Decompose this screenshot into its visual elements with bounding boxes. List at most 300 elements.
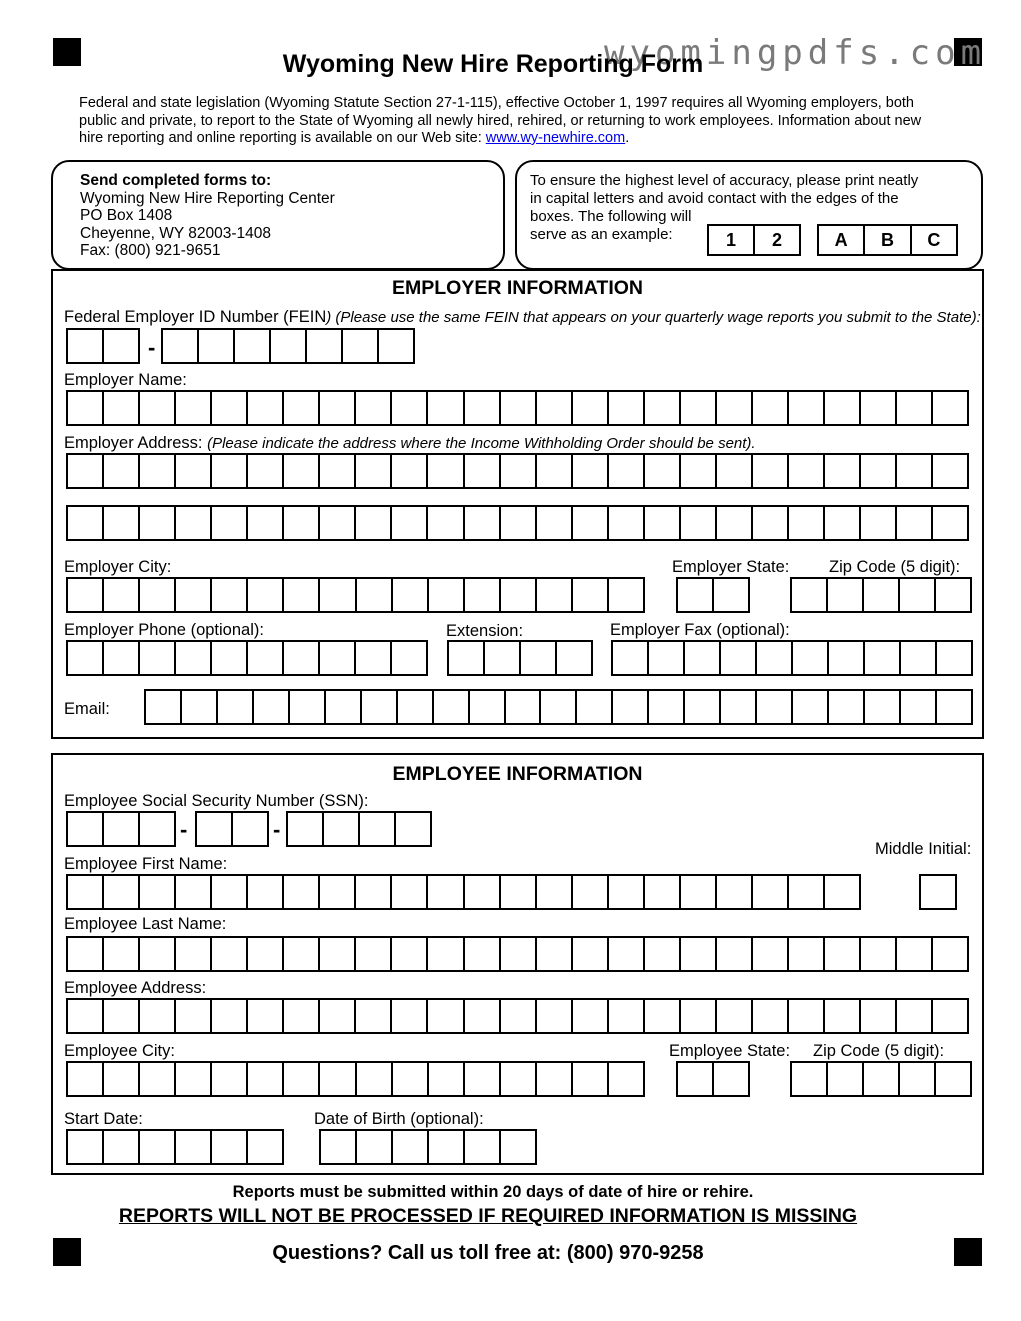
char-box[interactable] bbox=[897, 392, 933, 424]
char-box[interactable] bbox=[936, 579, 970, 611]
char-box[interactable] bbox=[609, 1063, 643, 1095]
char-box[interactable] bbox=[429, 579, 465, 611]
char-box[interactable] bbox=[609, 455, 645, 487]
char-box[interactable] bbox=[753, 455, 789, 487]
char-box[interactable] bbox=[577, 691, 613, 723]
char-box[interactable] bbox=[789, 938, 825, 970]
char-box[interactable] bbox=[248, 392, 284, 424]
fein-suffix-boxes[interactable] bbox=[161, 328, 415, 364]
char-box[interactable] bbox=[609, 579, 643, 611]
char-box[interactable] bbox=[68, 1131, 104, 1163]
char-box[interactable] bbox=[360, 813, 396, 845]
char-box[interactable] bbox=[717, 455, 753, 487]
char-box[interactable] bbox=[212, 392, 248, 424]
char-box[interactable] bbox=[176, 1063, 212, 1095]
char-box[interactable] bbox=[573, 938, 609, 970]
char-box[interactable] bbox=[717, 392, 753, 424]
char-box[interactable] bbox=[284, 938, 320, 970]
char-box[interactable] bbox=[501, 579, 537, 611]
char-box[interactable] bbox=[933, 392, 967, 424]
char-box[interactable] bbox=[557, 642, 591, 674]
char-box[interactable] bbox=[609, 1000, 645, 1032]
char-box[interactable] bbox=[199, 330, 235, 362]
employee-state-boxes[interactable] bbox=[676, 1061, 750, 1097]
char-box[interactable] bbox=[212, 507, 248, 539]
char-box[interactable] bbox=[357, 579, 393, 611]
char-box[interactable] bbox=[681, 507, 717, 539]
char-box[interactable] bbox=[140, 813, 174, 845]
employee-last-name-boxes[interactable] bbox=[66, 936, 969, 972]
char-box[interactable] bbox=[864, 579, 900, 611]
char-box[interactable] bbox=[864, 1063, 900, 1095]
char-box[interactable] bbox=[573, 455, 609, 487]
employer-name-boxes[interactable] bbox=[66, 390, 969, 426]
char-box[interactable] bbox=[356, 507, 392, 539]
char-box[interactable] bbox=[197, 813, 233, 845]
char-box[interactable] bbox=[933, 507, 967, 539]
char-box[interactable] bbox=[721, 691, 757, 723]
char-box[interactable] bbox=[757, 642, 793, 674]
char-box[interactable] bbox=[685, 691, 721, 723]
char-box[interactable] bbox=[681, 876, 717, 908]
employer-zip-boxes[interactable] bbox=[790, 577, 972, 613]
char-box[interactable] bbox=[176, 579, 212, 611]
char-box[interactable] bbox=[68, 642, 104, 674]
char-box[interactable] bbox=[861, 1000, 897, 1032]
char-box[interactable] bbox=[398, 691, 434, 723]
char-box[interactable] bbox=[573, 1000, 609, 1032]
char-box[interactable] bbox=[324, 813, 360, 845]
char-box[interactable] bbox=[897, 1000, 933, 1032]
char-box[interactable] bbox=[789, 455, 825, 487]
send-line-1: Wyoming New Hire Reporting Center bbox=[80, 189, 335, 207]
char-box[interactable] bbox=[649, 642, 685, 674]
char-box[interactable] bbox=[140, 938, 176, 970]
char-box[interactable] bbox=[645, 1000, 681, 1032]
char-box[interactable] bbox=[714, 1063, 748, 1095]
char-box[interactable] bbox=[68, 507, 104, 539]
char-box[interactable] bbox=[573, 507, 609, 539]
employer-address-boxes-line-2[interactable] bbox=[66, 505, 969, 541]
char-box[interactable] bbox=[937, 691, 971, 723]
char-box[interactable] bbox=[307, 330, 343, 362]
char-box[interactable] bbox=[933, 938, 967, 970]
char-box[interactable] bbox=[897, 455, 933, 487]
char-box[interactable] bbox=[212, 1063, 248, 1095]
char-box[interactable] bbox=[176, 1131, 212, 1163]
char-box[interactable] bbox=[284, 1063, 320, 1095]
char-box[interactable] bbox=[284, 876, 320, 908]
char-box[interactable] bbox=[645, 876, 681, 908]
char-box[interactable] bbox=[68, 330, 104, 362]
char-box[interactable] bbox=[789, 876, 825, 908]
char-box[interactable] bbox=[248, 455, 284, 487]
fein-prefix-boxes[interactable] bbox=[66, 328, 140, 364]
char-box[interactable] bbox=[321, 1131, 357, 1163]
ssn-label: Employee Social Security Number (SSN): bbox=[64, 792, 369, 810]
middle-initial-box[interactable] bbox=[919, 874, 957, 910]
char-box[interactable] bbox=[537, 876, 573, 908]
char-box[interactable] bbox=[392, 507, 428, 539]
employer-email-boxes[interactable] bbox=[144, 689, 973, 725]
char-box[interactable] bbox=[248, 1131, 282, 1163]
char-box[interactable] bbox=[465, 579, 501, 611]
char-box[interactable] bbox=[176, 392, 212, 424]
char-box[interactable] bbox=[933, 455, 967, 487]
char-box[interactable] bbox=[465, 938, 501, 970]
char-box[interactable] bbox=[829, 691, 865, 723]
char-box[interactable] bbox=[284, 1000, 320, 1032]
char-box[interactable] bbox=[789, 1000, 825, 1032]
employer-address-boxes-line-1[interactable] bbox=[66, 453, 969, 489]
char-box[interactable] bbox=[573, 392, 609, 424]
char-box[interactable] bbox=[68, 455, 104, 487]
char-box[interactable] bbox=[793, 642, 829, 674]
char-box[interactable] bbox=[645, 455, 681, 487]
char-box[interactable] bbox=[537, 392, 573, 424]
char-box[interactable] bbox=[393, 579, 429, 611]
char-box[interactable] bbox=[717, 1000, 753, 1032]
char-box[interactable] bbox=[789, 507, 825, 539]
char-box[interactable] bbox=[681, 392, 717, 424]
char-box[interactable] bbox=[901, 691, 937, 723]
char-box[interactable] bbox=[678, 579, 714, 611]
char-box[interactable] bbox=[428, 938, 464, 970]
char-box[interactable] bbox=[140, 392, 176, 424]
char-box[interactable] bbox=[829, 642, 865, 674]
char-box[interactable] bbox=[501, 392, 537, 424]
char-box[interactable] bbox=[753, 392, 789, 424]
char-box[interactable] bbox=[254, 691, 290, 723]
char-box[interactable] bbox=[537, 1000, 573, 1032]
char-box[interactable] bbox=[140, 507, 176, 539]
char-box[interactable] bbox=[861, 392, 897, 424]
char-box[interactable] bbox=[609, 392, 645, 424]
char-box[interactable] bbox=[176, 876, 212, 908]
char-box[interactable] bbox=[428, 876, 464, 908]
char-box[interactable] bbox=[357, 1131, 393, 1163]
char-box[interactable] bbox=[828, 579, 864, 611]
char-box[interactable] bbox=[284, 642, 320, 674]
char-box[interactable] bbox=[465, 392, 501, 424]
start-date-boxes[interactable] bbox=[66, 1129, 284, 1165]
char-box[interactable] bbox=[825, 1000, 861, 1032]
char-box[interactable] bbox=[212, 455, 248, 487]
char-box[interactable] bbox=[501, 1063, 537, 1095]
char-box[interactable] bbox=[685, 642, 721, 674]
char-box[interactable] bbox=[861, 455, 897, 487]
char-box[interactable] bbox=[428, 455, 464, 487]
char-box[interactable] bbox=[465, 455, 501, 487]
char-box[interactable] bbox=[140, 1063, 176, 1095]
char-box[interactable] bbox=[937, 642, 971, 674]
char-box[interactable] bbox=[104, 455, 140, 487]
char-box[interactable] bbox=[320, 392, 356, 424]
char-box[interactable] bbox=[379, 330, 413, 362]
char-box[interactable] bbox=[428, 1000, 464, 1032]
char-box[interactable] bbox=[320, 455, 356, 487]
char-box[interactable] bbox=[933, 1000, 967, 1032]
char-box[interactable] bbox=[343, 330, 379, 362]
char-box[interactable] bbox=[521, 642, 557, 674]
char-box[interactable] bbox=[645, 938, 681, 970]
ssn-group-boxes[interactable] bbox=[195, 811, 269, 847]
char-box[interactable] bbox=[104, 938, 140, 970]
missing-info-warning: REPORTS WILL NOT BE PROCESSED IF REQUIRED INFORMATION IS MISSING bbox=[118, 1205, 858, 1227]
char-box[interactable] bbox=[271, 330, 307, 362]
char-box[interactable] bbox=[320, 1000, 356, 1032]
char-box[interactable] bbox=[921, 876, 955, 908]
char-box[interactable] bbox=[320, 938, 356, 970]
char-box[interactable] bbox=[428, 507, 464, 539]
char-box[interactable] bbox=[320, 579, 356, 611]
char-box[interactable] bbox=[717, 507, 753, 539]
char-box[interactable] bbox=[465, 876, 501, 908]
char-box[interactable] bbox=[897, 507, 933, 539]
char-box[interactable] bbox=[753, 938, 789, 970]
char-box[interactable] bbox=[212, 579, 248, 611]
char-box[interactable] bbox=[537, 507, 573, 539]
char-box[interactable] bbox=[356, 455, 392, 487]
char-box[interactable] bbox=[825, 938, 861, 970]
char-box[interactable] bbox=[104, 1063, 140, 1095]
char-box[interactable] bbox=[212, 876, 248, 908]
char-box[interactable] bbox=[681, 1000, 717, 1032]
char-box[interactable] bbox=[861, 507, 897, 539]
char-box[interactable] bbox=[434, 691, 470, 723]
char-box[interactable] bbox=[320, 1063, 356, 1095]
char-box[interactable] bbox=[140, 1131, 176, 1163]
char-box[interactable] bbox=[609, 938, 645, 970]
char-box[interactable] bbox=[248, 507, 284, 539]
char-box[interactable] bbox=[392, 876, 428, 908]
char-box[interactable] bbox=[573, 876, 609, 908]
char-box[interactable] bbox=[573, 1063, 609, 1095]
char-box[interactable] bbox=[356, 392, 392, 424]
char-box[interactable] bbox=[68, 1063, 104, 1095]
char-box[interactable] bbox=[248, 642, 284, 674]
char-box[interactable] bbox=[825, 507, 861, 539]
char-box[interactable] bbox=[356, 876, 392, 908]
char-box[interactable] bbox=[68, 579, 104, 611]
char-box[interactable] bbox=[140, 642, 176, 674]
char-box[interactable] bbox=[218, 691, 254, 723]
char-box[interactable] bbox=[393, 1131, 429, 1163]
char-box[interactable] bbox=[320, 642, 356, 674]
char-box[interactable] bbox=[176, 455, 212, 487]
employee-address-boxes[interactable] bbox=[66, 998, 969, 1034]
website-link[interactable]: www.wy-newhire.com bbox=[485, 130, 626, 146]
char-box[interactable] bbox=[248, 579, 284, 611]
char-box[interactable] bbox=[861, 938, 897, 970]
char-box[interactable] bbox=[248, 1063, 284, 1095]
char-box[interactable] bbox=[146, 691, 182, 723]
char-box[interactable] bbox=[537, 1063, 573, 1095]
char-box[interactable] bbox=[248, 938, 284, 970]
char-box[interactable] bbox=[212, 938, 248, 970]
char-box[interactable] bbox=[465, 1063, 501, 1095]
char-box[interactable] bbox=[825, 392, 861, 424]
employee-first-name-boxes[interactable] bbox=[66, 874, 861, 910]
employee-city-boxes[interactable] bbox=[66, 1061, 645, 1097]
char-box[interactable] bbox=[865, 691, 901, 723]
char-box[interactable] bbox=[176, 938, 212, 970]
char-box[interactable] bbox=[609, 507, 645, 539]
char-box[interactable] bbox=[68, 1000, 104, 1032]
char-box[interactable] bbox=[753, 1000, 789, 1032]
char-box[interactable] bbox=[104, 876, 140, 908]
char-box[interactable] bbox=[753, 507, 789, 539]
char-box[interactable] bbox=[290, 691, 326, 723]
example-digits bbox=[707, 224, 801, 256]
char-box[interactable] bbox=[465, 507, 501, 539]
char-box[interactable] bbox=[537, 938, 573, 970]
char-box[interactable] bbox=[470, 691, 506, 723]
char-box[interactable] bbox=[717, 876, 753, 908]
char-box[interactable] bbox=[537, 455, 573, 487]
char-box[interactable] bbox=[284, 579, 320, 611]
char-box[interactable] bbox=[320, 876, 356, 908]
char-box[interactable] bbox=[865, 642, 901, 674]
char-box[interactable] bbox=[68, 813, 104, 845]
employer-state-boxes[interactable] bbox=[676, 577, 750, 613]
char-box[interactable] bbox=[936, 1063, 970, 1095]
char-box[interactable] bbox=[392, 642, 426, 674]
char-box[interactable] bbox=[681, 455, 717, 487]
char-box[interactable] bbox=[68, 392, 104, 424]
char-box[interactable] bbox=[714, 579, 748, 611]
char-box[interactable] bbox=[429, 1063, 465, 1095]
employee-zip-boxes[interactable] bbox=[790, 1061, 972, 1097]
char-box[interactable] bbox=[793, 691, 829, 723]
char-box[interactable] bbox=[501, 1131, 535, 1163]
char-box[interactable] bbox=[825, 876, 859, 908]
char-box[interactable] bbox=[392, 1000, 428, 1032]
char-box[interactable] bbox=[284, 455, 320, 487]
char-box[interactable] bbox=[828, 1063, 864, 1095]
char-box[interactable] bbox=[248, 876, 284, 908]
char-box[interactable] bbox=[393, 1063, 429, 1095]
char-box[interactable] bbox=[176, 507, 212, 539]
char-box[interactable] bbox=[649, 691, 685, 723]
employer-phone-boxes[interactable] bbox=[66, 640, 428, 676]
char-box[interactable] bbox=[326, 691, 362, 723]
char-box[interactable] bbox=[541, 691, 577, 723]
char-box[interactable] bbox=[182, 691, 218, 723]
char-box[interactable] bbox=[140, 455, 176, 487]
char-box[interactable] bbox=[396, 813, 430, 845]
char-box[interactable] bbox=[320, 507, 356, 539]
char-box[interactable] bbox=[392, 392, 428, 424]
char-box[interactable] bbox=[235, 330, 271, 362]
char-box[interactable] bbox=[506, 691, 542, 723]
char-box[interactable] bbox=[176, 642, 212, 674]
char-box[interactable] bbox=[248, 1000, 284, 1032]
char-box[interactable] bbox=[104, 507, 140, 539]
char-box[interactable] bbox=[717, 938, 753, 970]
char-box[interactable] bbox=[721, 642, 757, 674]
char-box[interactable] bbox=[897, 938, 933, 970]
char-box[interactable] bbox=[104, 813, 140, 845]
char-box[interactable] bbox=[284, 507, 320, 539]
char-box[interactable] bbox=[362, 691, 398, 723]
char-box[interactable] bbox=[465, 1000, 501, 1032]
char-box[interactable] bbox=[609, 876, 645, 908]
char-box[interactable] bbox=[284, 392, 320, 424]
employer-city-boxes[interactable] bbox=[66, 577, 645, 613]
char-box[interactable] bbox=[212, 642, 248, 674]
char-box[interactable] bbox=[645, 507, 681, 539]
char-box[interactable] bbox=[140, 876, 176, 908]
char-box[interactable] bbox=[104, 1131, 140, 1163]
char-box[interactable] bbox=[501, 938, 537, 970]
char-box[interactable] bbox=[792, 579, 828, 611]
char-box[interactable] bbox=[212, 1000, 248, 1032]
char-box[interactable] bbox=[357, 1063, 393, 1095]
char-box[interactable] bbox=[613, 642, 649, 674]
char-box[interactable] bbox=[449, 642, 485, 674]
char-box[interactable] bbox=[613, 691, 649, 723]
char-box[interactable] bbox=[501, 507, 537, 539]
char-box[interactable] bbox=[678, 1063, 714, 1095]
char-box[interactable] bbox=[573, 579, 609, 611]
char-box[interactable] bbox=[288, 813, 324, 845]
char-box[interactable] bbox=[356, 642, 392, 674]
char-box[interactable] bbox=[356, 1000, 392, 1032]
char-box[interactable] bbox=[681, 938, 717, 970]
char-box[interactable] bbox=[501, 455, 537, 487]
char-box[interactable] bbox=[900, 579, 936, 611]
char-box[interactable] bbox=[68, 938, 104, 970]
char-box[interactable] bbox=[392, 938, 428, 970]
char-box[interactable] bbox=[140, 1000, 176, 1032]
char-box[interactable] bbox=[392, 455, 428, 487]
char-box[interactable] bbox=[140, 579, 176, 611]
char-box[interactable] bbox=[537, 579, 573, 611]
char-box[interactable] bbox=[645, 392, 681, 424]
char-box[interactable] bbox=[104, 330, 138, 362]
employer-fax-boxes[interactable] bbox=[611, 640, 973, 676]
char-box[interactable] bbox=[212, 1131, 248, 1163]
char-box[interactable] bbox=[163, 330, 199, 362]
char-box[interactable] bbox=[104, 579, 140, 611]
char-box[interactable] bbox=[792, 1063, 828, 1095]
char-box[interactable] bbox=[825, 455, 861, 487]
char-box[interactable] bbox=[789, 392, 825, 424]
char-box[interactable] bbox=[356, 938, 392, 970]
char-box[interactable] bbox=[757, 691, 793, 723]
ssn-area-boxes[interactable] bbox=[66, 811, 176, 847]
char-box[interactable] bbox=[104, 392, 140, 424]
employer-extension-boxes[interactable] bbox=[447, 640, 593, 676]
char-box[interactable] bbox=[901, 642, 937, 674]
char-box[interactable] bbox=[233, 813, 267, 845]
char-box[interactable] bbox=[104, 1000, 140, 1032]
char-box[interactable] bbox=[429, 1131, 465, 1163]
date-of-birth-boxes[interactable] bbox=[319, 1129, 537, 1165]
char-box[interactable] bbox=[465, 1131, 501, 1163]
char-box[interactable] bbox=[428, 392, 464, 424]
char-box[interactable] bbox=[176, 1000, 212, 1032]
char-box[interactable] bbox=[501, 876, 537, 908]
char-box[interactable] bbox=[68, 876, 104, 908]
char-box[interactable] bbox=[104, 642, 140, 674]
ssn-serial-boxes[interactable] bbox=[286, 811, 432, 847]
char-box[interactable] bbox=[900, 1063, 936, 1095]
char-box[interactable] bbox=[501, 1000, 537, 1032]
char-box[interactable] bbox=[753, 876, 789, 908]
char-box[interactable] bbox=[485, 642, 521, 674]
